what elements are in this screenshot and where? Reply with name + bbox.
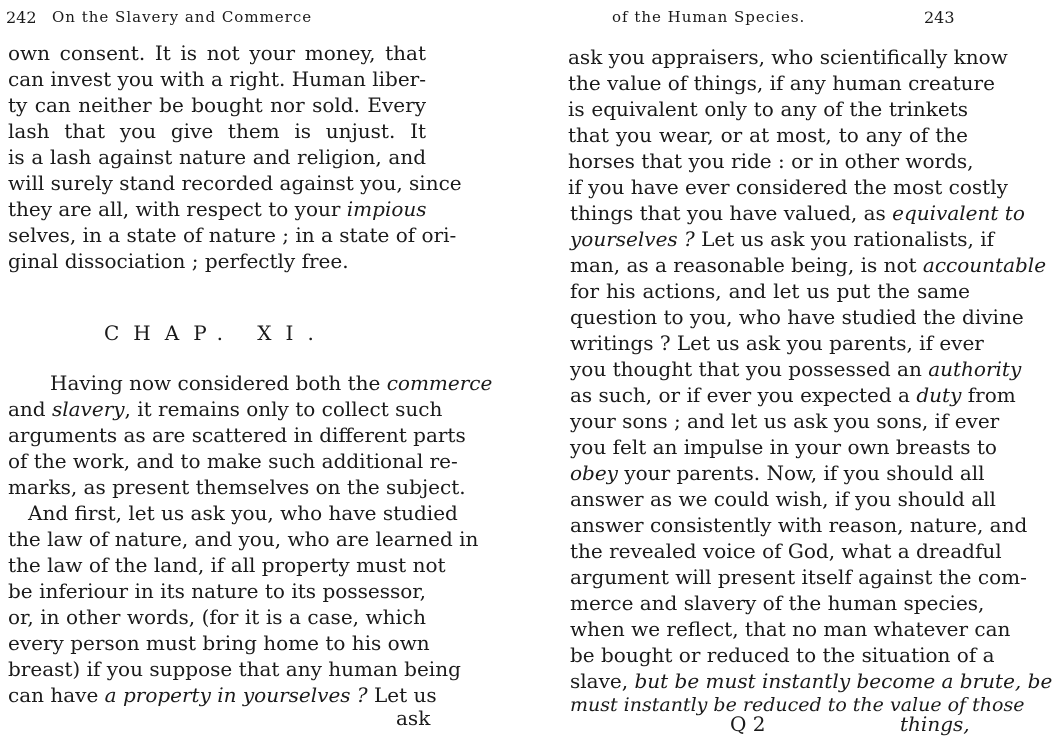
text-line: you felt an impulse in your own breasts to [570, 435, 997, 459]
text-line: when we reflect, that no man whatever can [570, 617, 1011, 641]
text-line: you thought that you possessed an authority [570, 357, 1022, 381]
text-line: ty can neither be bought nor sold. Every [8, 93, 426, 117]
right-running-head: of the Human Species. [612, 8, 806, 26]
text-line: writings ? Let us ask you parents, if ever [570, 331, 984, 355]
left-page-number: 242 [6, 8, 37, 27]
text-line: is a lash against nature and religion, and [8, 145, 426, 169]
right-page [560, 0, 1052, 742]
text-line: lash that you give them is unjust. It [8, 119, 426, 143]
text-line: the value of things, if any human creature [568, 71, 995, 95]
text-line: slave, but be must instantly become a brute, be [570, 669, 1052, 693]
right-catchword: things, [900, 712, 970, 736]
text-line: man, as a reasonable being, is not accountable [570, 253, 1047, 277]
text-line: for his actions, and let us put the same [570, 279, 970, 303]
text-line: that you wear, or at most, to any of the [568, 123, 968, 147]
left-running-head: On the Slavery and Commerce [52, 8, 313, 26]
text-line: own consent. It is not your money, that [8, 41, 426, 65]
text-line: yourselves ? Let us ask you rationalists, if [570, 227, 995, 251]
text-line: ginal dissociation ; perfectly free. [8, 249, 349, 273]
signature-mark: Q 2 [730, 712, 766, 736]
text-line: must instantly be reduced to the value of those [570, 694, 1025, 716]
text-line: can invest you with a right. Human liber- [8, 67, 426, 91]
text-line: or, in other words, (for it is a case, which [8, 605, 426, 629]
text-line: and slavery, it remains only to collect such [8, 397, 443, 421]
text-line: Having now considered both the commerce [50, 371, 493, 395]
text-line: breast) if you suppose that any human being [8, 657, 461, 681]
text-line: the law of nature, and you, who are learned in [8, 527, 479, 551]
text-line: they are all, with respect to your impious [8, 197, 427, 221]
right-page-number: 243 [924, 8, 955, 27]
text-line: obey your parents. Now, if you should all [570, 461, 985, 485]
text-line: if you have ever considered the most costly [568, 175, 1008, 199]
text-line: argument will present itself against the com- [570, 565, 1027, 589]
text-line: be bought or reduced to the situation of a [570, 643, 995, 667]
text-line: can have a property in yourselves ? Let us [8, 683, 437, 707]
left-catchword: ask [396, 706, 431, 730]
text-line: merce and slavery of the human species, [570, 591, 985, 615]
text-line: be inferiour in its nature to its possessor, [8, 579, 426, 603]
text-line: question to you, who have studied the divine [570, 305, 1024, 329]
text-line: will surely stand recorded against you, since [8, 171, 462, 195]
text-line: every person must bring home to his own [8, 631, 430, 655]
text-line: answer as we could wish, if you should all [570, 487, 996, 511]
text-line: the law of the land, if all property must not [8, 553, 446, 577]
text-line: of the work, and to make such additional re- [8, 449, 458, 473]
chapter-heading: CHAP. XI. [104, 321, 328, 345]
text-line: answer consistently with reason, nature, and [570, 513, 1028, 537]
text-line: ask you appraisers, who scientifically know [568, 45, 1008, 69]
text-line: your sons ; and let us ask you sons, if ever [570, 409, 1000, 433]
text-line: is equivalent only to any of the trinkets [568, 97, 968, 121]
text-line: marks, as present themselves on the subject. [8, 475, 466, 499]
text-line: the revealed voice of God, what a dreadful [570, 539, 1002, 563]
text-line: horses that you ride : or in other words, [568, 149, 974, 173]
left-page [0, 0, 493, 742]
text-line: selves, in a state of nature ; in a state of ori- [8, 223, 457, 247]
text-line: as such, or if ever you expected a duty from [570, 383, 1016, 407]
text-line: arguments as are scattered in different parts [8, 423, 466, 447]
text-line: things that you have valued, as equivalent to [570, 201, 1025, 225]
text-line: And first, let us ask you, who have studied [28, 501, 458, 525]
